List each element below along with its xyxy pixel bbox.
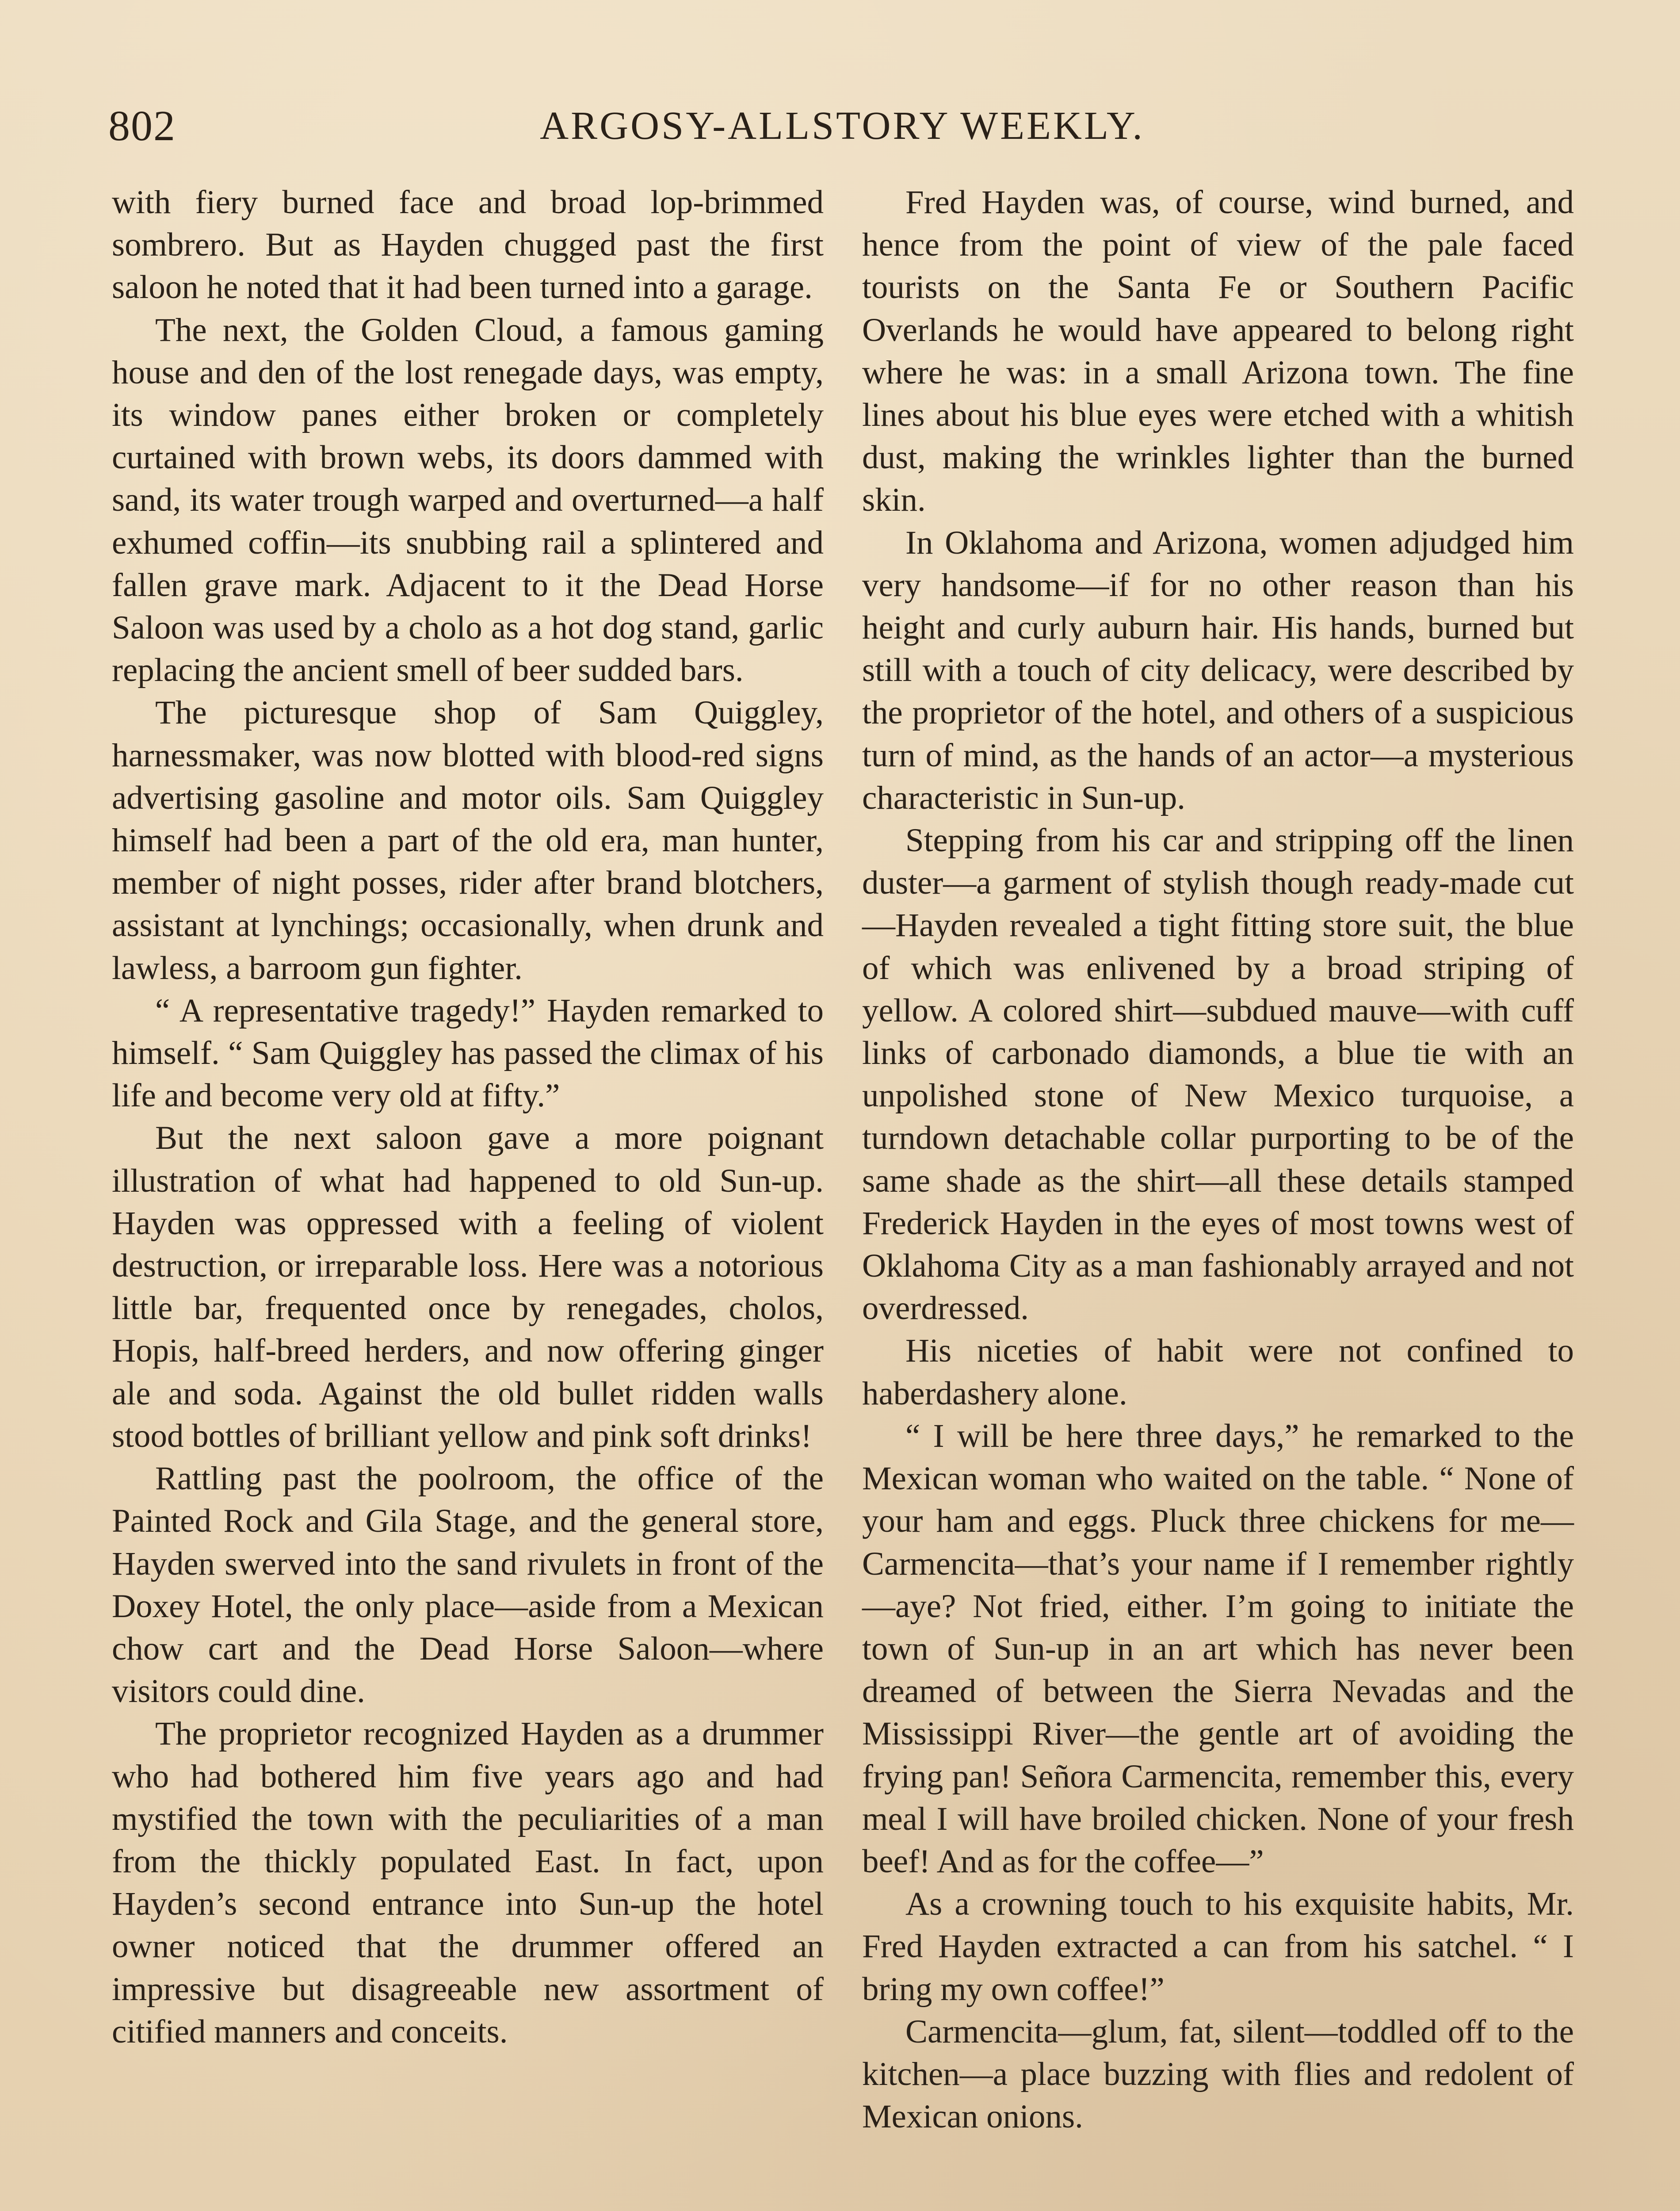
paragraph: As a crowning touch to his exquisite habits, Mr. Fred Hayden extracted a can from his satchel. “ I bring my own coffee!” bbox=[862, 1886, 1574, 2008]
page-number: 802 bbox=[108, 102, 176, 150]
paragraph: with fiery burned face and broad lop-brimmed sombrero. But as Hayden chugged past the first saloon he noted that it had been turned into a garage. bbox=[112, 184, 824, 306]
paragraph: Rattling past the poolroom, the office of the Painted Rock and Gila Stage, and the general store, Hayden swerved into the sand rivulets in front of the Doxey Hotel, the only place—aside from a Mexican chow cart and the Dead Horse Saloon—where visitors could dine. bbox=[112, 1460, 824, 1710]
paragraph: The proprietor recognized Hayden as a drummer who had bothered him five years ago and had mystified the town with the peculiarities of a man from the thickly populated East. In fact, upon Hayden’s second entrance into Sun-up the hotel owner noticed that the drummer offered an impressive but disagreeable new assortment of citified manners and conceits. bbox=[112, 1715, 824, 2050]
paragraph: Fred Hayden was, of course, wind burned, and hence from the point of view of the pale faced tourists on the Santa Fe or Southern Pacific Overlands he would have appeared to belong right where he was: in a small Arizona town. The fine lines about his blue eyes were etched with a whitish dust, making the wrinkles lighter than the burned skin. bbox=[862, 184, 1574, 519]
page-header bbox=[108, 99, 1576, 153]
paragraph: In Oklahoma and Arizona, women adjudged him very handsome—if for no other reason than his height and curly auburn hair. His hands, burned but still with a touch of city delicacy, were described by the proprietor of the hotel, and others of a suspicious turn of mind, as the hands of an actor—a mysterious characteristic in Sun-up. bbox=[862, 524, 1574, 816]
paragraph: Carmencita—glum, fat, silent—toddled off to the kitchen—a place buzzing with flies and redolent of Mexican onions. bbox=[862, 2013, 1574, 2135]
paragraph: Stepping from his car and stripping off the linen duster—a garment of stylish though ready-made cut—Hayden revealed a tight fitting store suit, the blue of which was enlivened by a broad striping of yellow. A colored shirt—subdued mauve—with cuff links of carbonado diamonds, a blue tie with an unpolished stone of New Mexico turquoise, a turndown detachable collar purporting to be of the same shade as the shirt—all these details stamped Frederick Hayden in the eyes of most towns west of Oklahoma City as a man fashionably arrayed and not overdressed. bbox=[862, 822, 1574, 1327]
paragraph: “ I will be here three days,” he remarked to the Mexican woman who waited on the table. “ None of your ham and eggs. Pluck three chickens for me—Carmencita—that’s your name if I remember rightly—aye? Not fried, either. I’m going to initiate the town of Sun-up in an art which has never been dreamed of between the Sierra Nevadas and the Mississippi River—the gentle art of avoiding the frying pan! Señora Carmencita, remember this, every meal I will have broiled chicken. None of your fresh beef! And as for the coffee—” bbox=[862, 1417, 1574, 1880]
left-column bbox=[112, 181, 824, 2211]
paragraph: His niceties of habit were not confined to haberdashery alone. bbox=[862, 1332, 1574, 1412]
paragraph: The picturesque shop of Sam Quiggley, harnessmaker, was now blotted with blood-red signs advertising gasoline and motor oils. Sam Quiggley himself had been a part of the old era, man hunter, member of night posses, rider after brand blotchers, assistant at lynchings; occasionally, when drunk and lawless, a barroom gun fighter. bbox=[112, 694, 824, 987]
paragraph: The next, the Golden Cloud, a famous gaming house and den of the lost renegade days, was empty, its window panes either broken or completely curtained with brown webs, its doors dammed with sand, its water trough warped and overturned—a half exhumed coffin—its snubbing rail a splintered and fallen grave mark. Adjacent to it the Dead Horse Saloon was used by a cholo as a hot dog stand, garlic replacing the ancient smell of beer sudded bars. bbox=[112, 311, 824, 689]
paragraph: “ A representative tragedy!” Hayden remarked to himself. “ Sam Quiggley has passed the climax of his life and become very old at fifty.” bbox=[112, 992, 824, 1114]
right-column bbox=[862, 181, 1574, 2211]
paragraph: But the next saloon gave a more poignant illustration of what had happened to old Sun-up. Hayden was oppressed with a feeling of violent destruction, or irreparable loss. Here was a notorious little bar, frequented once by renegades, cholos, Hopis, half-breed herders, and now offering ginger ale and soda. Against the old bullet ridden walls stood bottles of brilliant yellow and pink soft drinks! bbox=[112, 1120, 824, 1454]
running-title: ARGOSY-ALLSTORY WEEKLY. bbox=[540, 104, 1145, 148]
